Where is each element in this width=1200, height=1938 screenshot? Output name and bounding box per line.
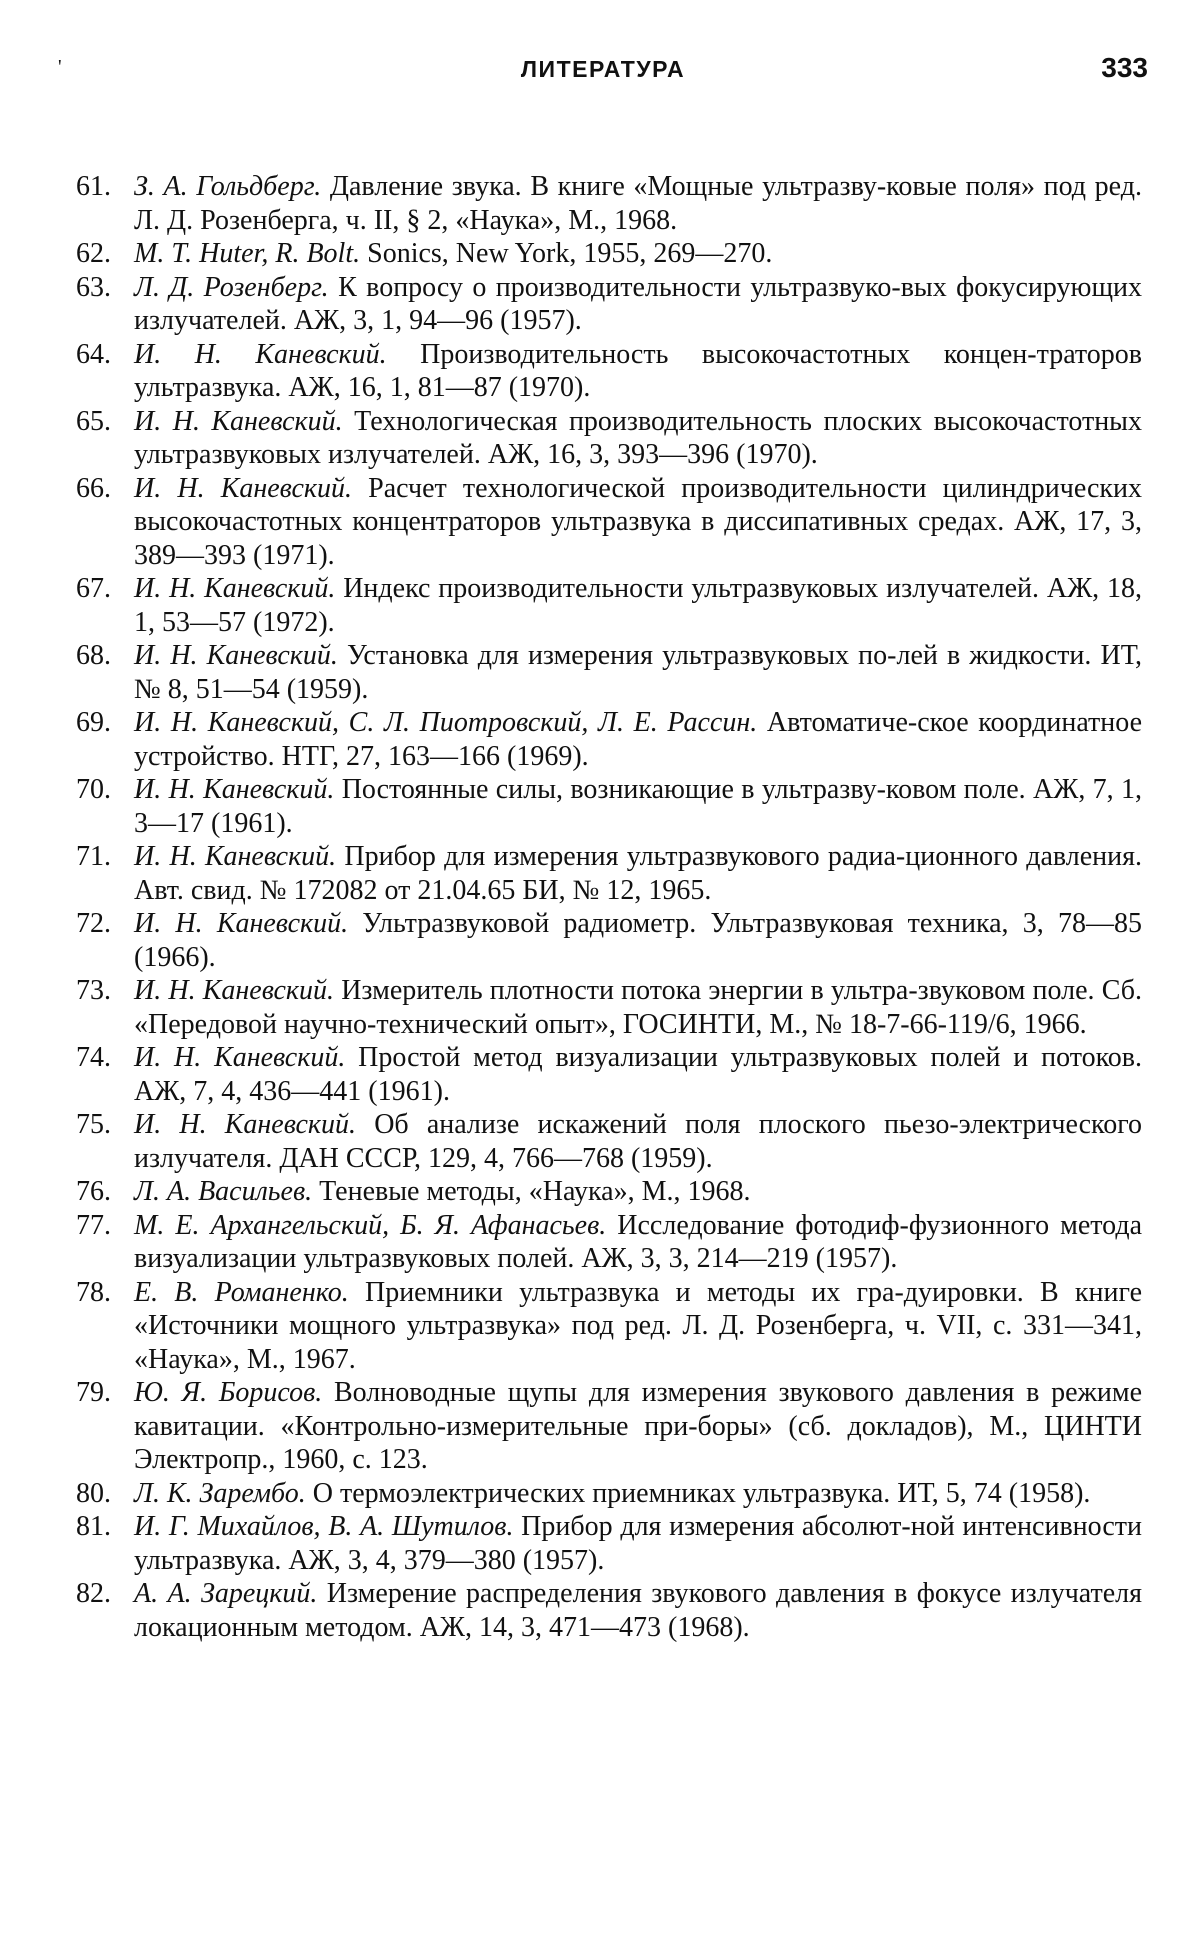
reference-text: Автоматиче-ское координатное устройство. НТГ, 27, 163—166 (1969). — [134, 707, 1143, 772]
reference-number: 74. — [76, 1042, 111, 1073]
reference-text: Установка для измерения ультразвуковых по-лей в жидкости. ИТ, № 8, 51—54 (1959). — [134, 640, 1143, 705]
reference-number: 75. — [76, 1109, 111, 1140]
reference-item — [76, 237, 1142, 271]
page-number: 333 — [1101, 52, 1148, 83]
reference-authors: Л. Д. Розенберг. — [134, 271, 329, 303]
reference-number: 70. — [76, 774, 111, 805]
reference-item — [76, 572, 1142, 639]
reference-authors: Ю. Я. Борисов. — [134, 1377, 323, 1408]
reference-item — [76, 974, 1142, 1041]
reference-item — [76, 170, 1142, 237]
reference-item — [76, 1175, 1142, 1209]
reference-item — [76, 1577, 1142, 1644]
reference-authors: М. Е. Архангельский, Б. Я. Афанасьев. — [134, 1209, 607, 1241]
reference-text: Исследование фотодиф-фузионного метода визуализации ультразвуковых полей. АЖ, 3, 3, 214—219 (1957). — [134, 1209, 1143, 1274]
reference-number: 71. — [76, 841, 111, 872]
reference-authors: И. Н. Каневский. — [134, 472, 352, 504]
reference-text: Индекс производительности ультразвуковых излучателей. АЖ, 18, 1, 53—57 (1972). — [134, 573, 1142, 638]
reference-authors: И. Н. Каневский. — [134, 405, 343, 437]
reference-text: Sonics, New York, 1955, 269—270. — [360, 238, 773, 269]
reference-authors: З. А. Гольдберг. — [134, 171, 322, 202]
reference-item — [76, 840, 1142, 907]
reference-number: 65. — [76, 405, 111, 437]
reference-authors: А. А. Зарецкий. — [134, 1578, 318, 1609]
reference-number: 63. — [76, 271, 111, 303]
reference-number: 66. — [76, 472, 111, 504]
reference-item — [76, 773, 1142, 840]
reference-number: 78. — [76, 1276, 111, 1308]
reference-text: Ультразвуковой радиометр. Ультразвуковая техника, 3, 78—85 (1966). — [134, 908, 1142, 973]
reference-item — [76, 1209, 1142, 1276]
reference-authors: И. Н. Каневский. — [134, 908, 349, 939]
reference-authors: Л. А. Васильев. — [134, 1176, 313, 1207]
reference-authors: Л. К. Зарембо. — [134, 1477, 306, 1509]
reference-authors: И. Н. Каневский. — [134, 841, 337, 872]
reference-number: 82. — [76, 1578, 111, 1609]
reference-text: Прибор для измерения ультразвукового радиа-ционного давления. Авт. свид. № 172082 от 21.04.65 БИ, № 12, 1965. — [134, 841, 1142, 906]
reference-item — [76, 706, 1142, 773]
reference-number: 76. — [76, 1176, 111, 1207]
reference-text: К вопросу о производительности ультразвуко-вых фокусирующих излучателей. АЖ, 3, 1, 94—96 (1957). — [134, 271, 1142, 336]
reference-item — [76, 405, 1142, 472]
reference-number: 61. — [76, 171, 111, 202]
reference-number: 62. — [76, 238, 111, 269]
reference-authors: И. Н. Каневский. — [134, 1042, 346, 1073]
reference-item — [76, 639, 1142, 706]
reference-number: 67. — [76, 573, 111, 604]
reference-text: Простой метод визуализации ультразвуковых полей и потоков. АЖ, 7, 4, 436—441 (1961). — [134, 1042, 1143, 1107]
reference-text: Прибор для измерения абсолют-ной интенсивности ультразвука. АЖ, 3, 4, 379—380 (1957). — [134, 1511, 1142, 1576]
reference-number: 73. — [76, 975, 111, 1006]
reference-text: Расчет технологической производительности цилиндрических высокочастотных концентраторов ультразвука в диссипативных средах. АЖ, 17, 3, 389—393 (1971). — [134, 472, 1142, 571]
page-title: ЛИТЕРАТУРА — [520, 56, 686, 82]
reference-text: Давление звука. В книге «Мощные ультразву-ковые поля» под ред. Л. Д. Розенберга, ч. II, § 2, «Наука», М., 1968. — [134, 171, 1142, 236]
reference-number: 79. — [76, 1377, 111, 1408]
reference-item — [76, 1510, 1142, 1577]
reference-text: Приемники ультразвука и методы их гра-дуировки. В книге «Источники мощного ультразвука» под ред. Л. Д. Розенберга, ч. VII, с. 331—341, «Наука», М., 1967. — [134, 1276, 1143, 1375]
reference-authors: Е. В. Романенко. — [134, 1276, 349, 1308]
reference-item — [76, 338, 1142, 405]
reference-text: О термоэлектрических приемниках ультразвука. ИТ, 5, 74 (1958). — [305, 1477, 1091, 1509]
reference-number: 68. — [76, 640, 111, 671]
reference-item — [76, 1108, 1142, 1175]
reference-authors: И. Г. Михайлов, В. А. Шутилов. — [134, 1511, 514, 1542]
reference-authors: И. Н. Каневский. — [134, 573, 336, 604]
reference-item — [76, 271, 1142, 338]
reference-text: Об анализе искажений поля плоского пьезо-электрического излучателя. ДАН СССР, 129, 4, 766—768 (1959). — [134, 1109, 1142, 1174]
reference-item — [76, 907, 1142, 974]
reference-item — [76, 1376, 1142, 1477]
page-header — [58, 52, 1148, 92]
reference-number: 64. — [76, 338, 111, 370]
reference-number: 69. — [76, 707, 111, 738]
reference-text: Волноводные щупы для измерения звукового давления в режиме кавитации. «Контрольно-измерительные при-боры» (сб. докладов), М., ЦИНТИ Электропр., 1960, с. 123. — [134, 1377, 1142, 1475]
header-mark: ' — [58, 56, 62, 78]
reference-authors: И. Н. Каневский. — [134, 975, 335, 1006]
reference-number: 80. — [76, 1477, 111, 1509]
reference-text: Технологическая производительность плоских высокочастотных ультразвуковых излучателей. АЖ, 16, 3, 393—396 (1970). — [134, 405, 1142, 470]
reference-authors: И. Н. Каневский. — [134, 640, 338, 671]
reference-list — [76, 170, 1142, 1644]
reference-item — [76, 1041, 1142, 1108]
reference-authors: И. Н. Каневский. — [134, 774, 335, 805]
reference-item — [76, 1477, 1142, 1511]
reference-text: Измеритель плотности потока энергии в ультра-звуковом поле. Сб. «Передовой научно-технический опыт», ГОСИНТИ, М., № 18-7-66-119/6, 1966. — [134, 975, 1143, 1040]
reference-authors: И. Н. Каневский. — [134, 1109, 357, 1140]
reference-authors: И. Н. Каневский. — [134, 338, 387, 370]
reference-text: Постоянные силы, возникающие в ультразву-ковом поле. АЖ, 7, 1, 3—17 (1961). — [134, 774, 1143, 839]
reference-number: 77. — [76, 1209, 111, 1241]
reference-text: Измерение распределения звукового давления в фокусе излучателя локационным методом. АЖ, 14, 3, 471—473 (1968). — [134, 1578, 1142, 1643]
reference-authors: М. Т. Huter, R. Bolt. — [134, 238, 361, 269]
reference-text: Теневые методы, «Наука», М., 1968. — [312, 1176, 751, 1207]
reference-number: 72. — [76, 908, 111, 939]
reference-item — [76, 472, 1142, 573]
reference-text: Производительность высокочастотных концен-траторов ультразвука. АЖ, 16, 1, 81—87 (1970). — [134, 338, 1142, 403]
reference-item — [76, 1276, 1142, 1377]
reference-number: 81. — [76, 1511, 111, 1542]
reference-authors: И. Н. Каневский, С. Л. Пиотровский, Л. Е. Рассин. — [134, 707, 758, 738]
